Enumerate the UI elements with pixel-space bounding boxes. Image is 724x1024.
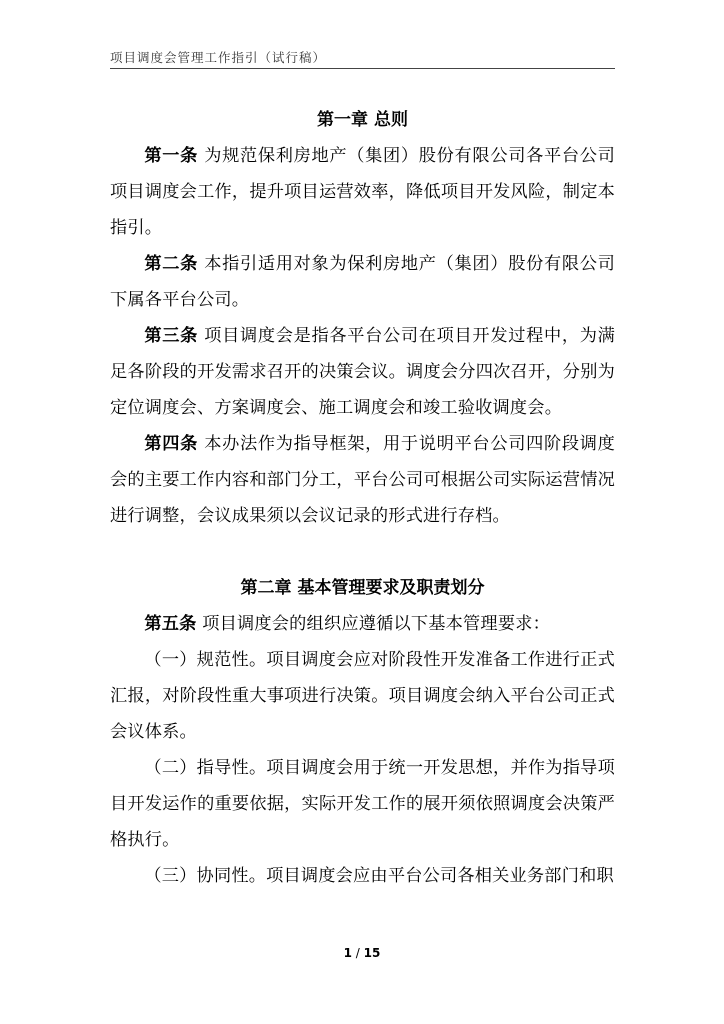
running-header: 项目调度会管理工作指引（试行稿）: [110, 50, 615, 69]
page-number: [0, 946, 724, 960]
chapter-1-title: 第一章 总则: [317, 110, 408, 130]
article-text: 项目调度会是指各平台公司在项目开发过程中，为满足各阶段的开发需求召开的决策会议。调度会分四次召开，分别为定位调度会、方案调度会、施工调度会和竣工验收调度会。: [110, 326, 616, 418]
article-label: 第一条: [144, 146, 199, 166]
chapter-2-title: 第二章 基本管理要求及职责划分: [240, 578, 485, 598]
current-page: 1: [343, 946, 352, 960]
article-label: 第五条: [144, 614, 197, 634]
article-3: [110, 318, 615, 426]
item-1: （一）规范性。项目调度会应对阶段性开发准备工作进行正式汇报，对阶段性重大事项进行决策。项目调度会纳入平台公司正式会议体系。: [110, 650, 615, 742]
document-body: [110, 102, 615, 894]
article-label: 第三条: [144, 326, 199, 346]
page-separator: /: [351, 946, 364, 960]
article-text: 为规范保利房地产（集团）股份有限公司各平台公司项目调度会工作，提升项目运营效率，降低项目开发风险，制定本指引。: [110, 146, 616, 238]
article-1: [110, 138, 615, 246]
article-text: 项目调度会的组织应遵循以下基本管理要求：: [196, 614, 550, 634]
item-2: （二）指导性。项目调度会用于统一开发思想，并作为指导项目开发运作的重要依据，实际开发工作的展开须依照调度会决策严格执行。: [110, 758, 615, 850]
item-3: （三）协同性。项目调度会应由平台公司各相关业务部门和职: [144, 866, 614, 886]
spacer: [110, 534, 615, 570]
article-label: 第四条: [144, 434, 199, 454]
article-text: 本办法作为指导框架，用于说明平台公司四阶段调度会的主要工作内容和部门分工，平台公司可根据公司实际运营情况进行调整，会议成果须以会议记录的形式进行存档。: [110, 434, 616, 526]
article-2: [110, 246, 615, 318]
article-label: 第二条: [144, 254, 199, 274]
article-text: 本指引适用对象为保利房地产（集团）股份有限公司下属各平台公司。: [110, 254, 616, 310]
article-4: [110, 426, 615, 534]
article-5: [110, 606, 615, 642]
total-pages: 15: [363, 946, 381, 960]
